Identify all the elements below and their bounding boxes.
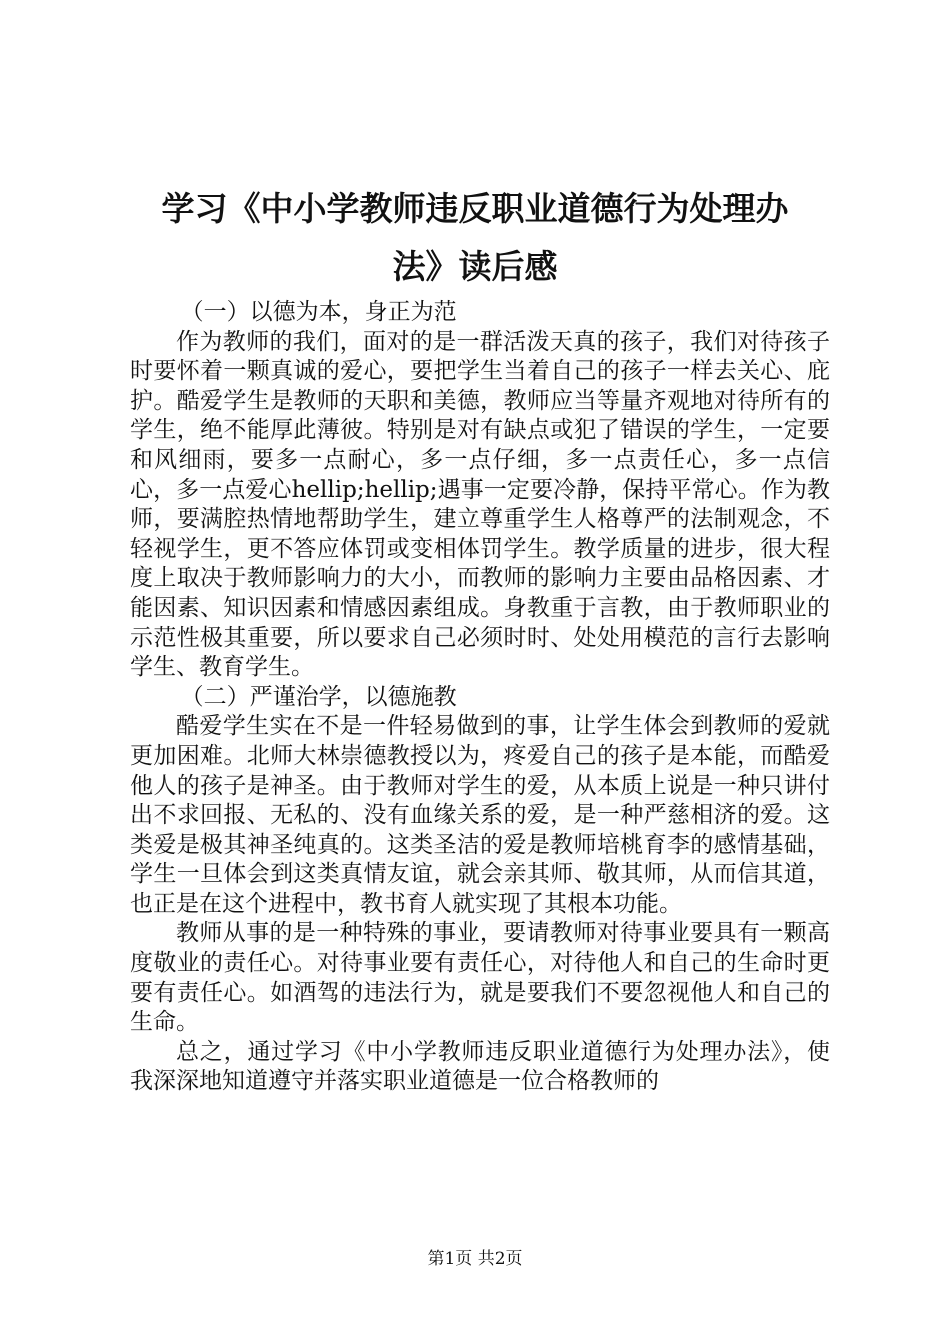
paragraph: 教师从事的是一种特殊的事业，要请教师对待事业要具有一颗高度敬业的责任心。对待事业要有责任心，对待他人和自己的生命时更要有责任心。如酒驾的违法行为，就是要我们不要忽视他人和自己的生命。 [130,920,830,1036]
page-number: 第1页 共2页 [427,1249,523,1269]
document-body [130,298,830,1097]
paragraph: 酷爱学生实在不是一件轻易做到的事，让学生体会到教师的爱就更加困难。北师大林崇德教授以为，疼爱自己的孩子是本能，而酷爱他人的孩子是神圣。由于教师对学生的爱，从本质上说是一种只讲付出不求回报、无私的、没有血缘关系的爱，是一种严慈相济的爱。这类爱是极其神圣纯真的。这类圣洁的爱是教师培桃育李的感情基础，学生一旦体会到这类真情友谊，就会亲其师、敬其师，从而信其道，也正是在这个进程中，教书育人就实现了其根本功能。 [130,713,830,917]
document-title [120,180,830,296]
paragraph: 作为教师的我们，面对的是一群活泼天真的孩子，我们对待孩子时要怀着一颗真诚的爱心，要把学生当着自己的孩子一样去关心、庇护。酷爱学生是教师的天职和美德，教师应当等量齐观地对待所有的学生，绝不能厚此薄彼。特别是对有缺点或犯了错误的学生，一定要和风细雨，要多一点耐心，多一点仔细，多一点责任心，多一点信心，多一点爱心hellip;hellip;遇事一定要冷静，保持平常心。作为教师，要满腔热情地帮助学生，建立尊重学生人格尊严的法制观念，不轻视学生，更不答应体罚或变相体罚学生。教学质量的进步，很大程度上取决于教师影响力的大小，而教师的影响力主要由品格因素、才能因素、知识因素和情感因素组成。身教重于言教，由于教师职业的示范性极其重要，所以要求自己必须时时、处处用模范的言行去影响学生、教育学生。 [130,328,830,681]
paragraph: 总之，通过学习《中小学教师违反职业道德行为处理办法》，使我深深地知道遵守并落实职业道德是一位合格教师的 [130,1038,830,1095]
title-line-1: 学习《中小学教师违反职业道德行为处理办 [161,189,789,228]
section-heading-1: （一）以德为本，身正为范 [180,299,457,325]
section-heading-2: （二）严谨治学，以德施教 [180,683,457,710]
title-line-2: 法》读后感 [392,247,558,286]
